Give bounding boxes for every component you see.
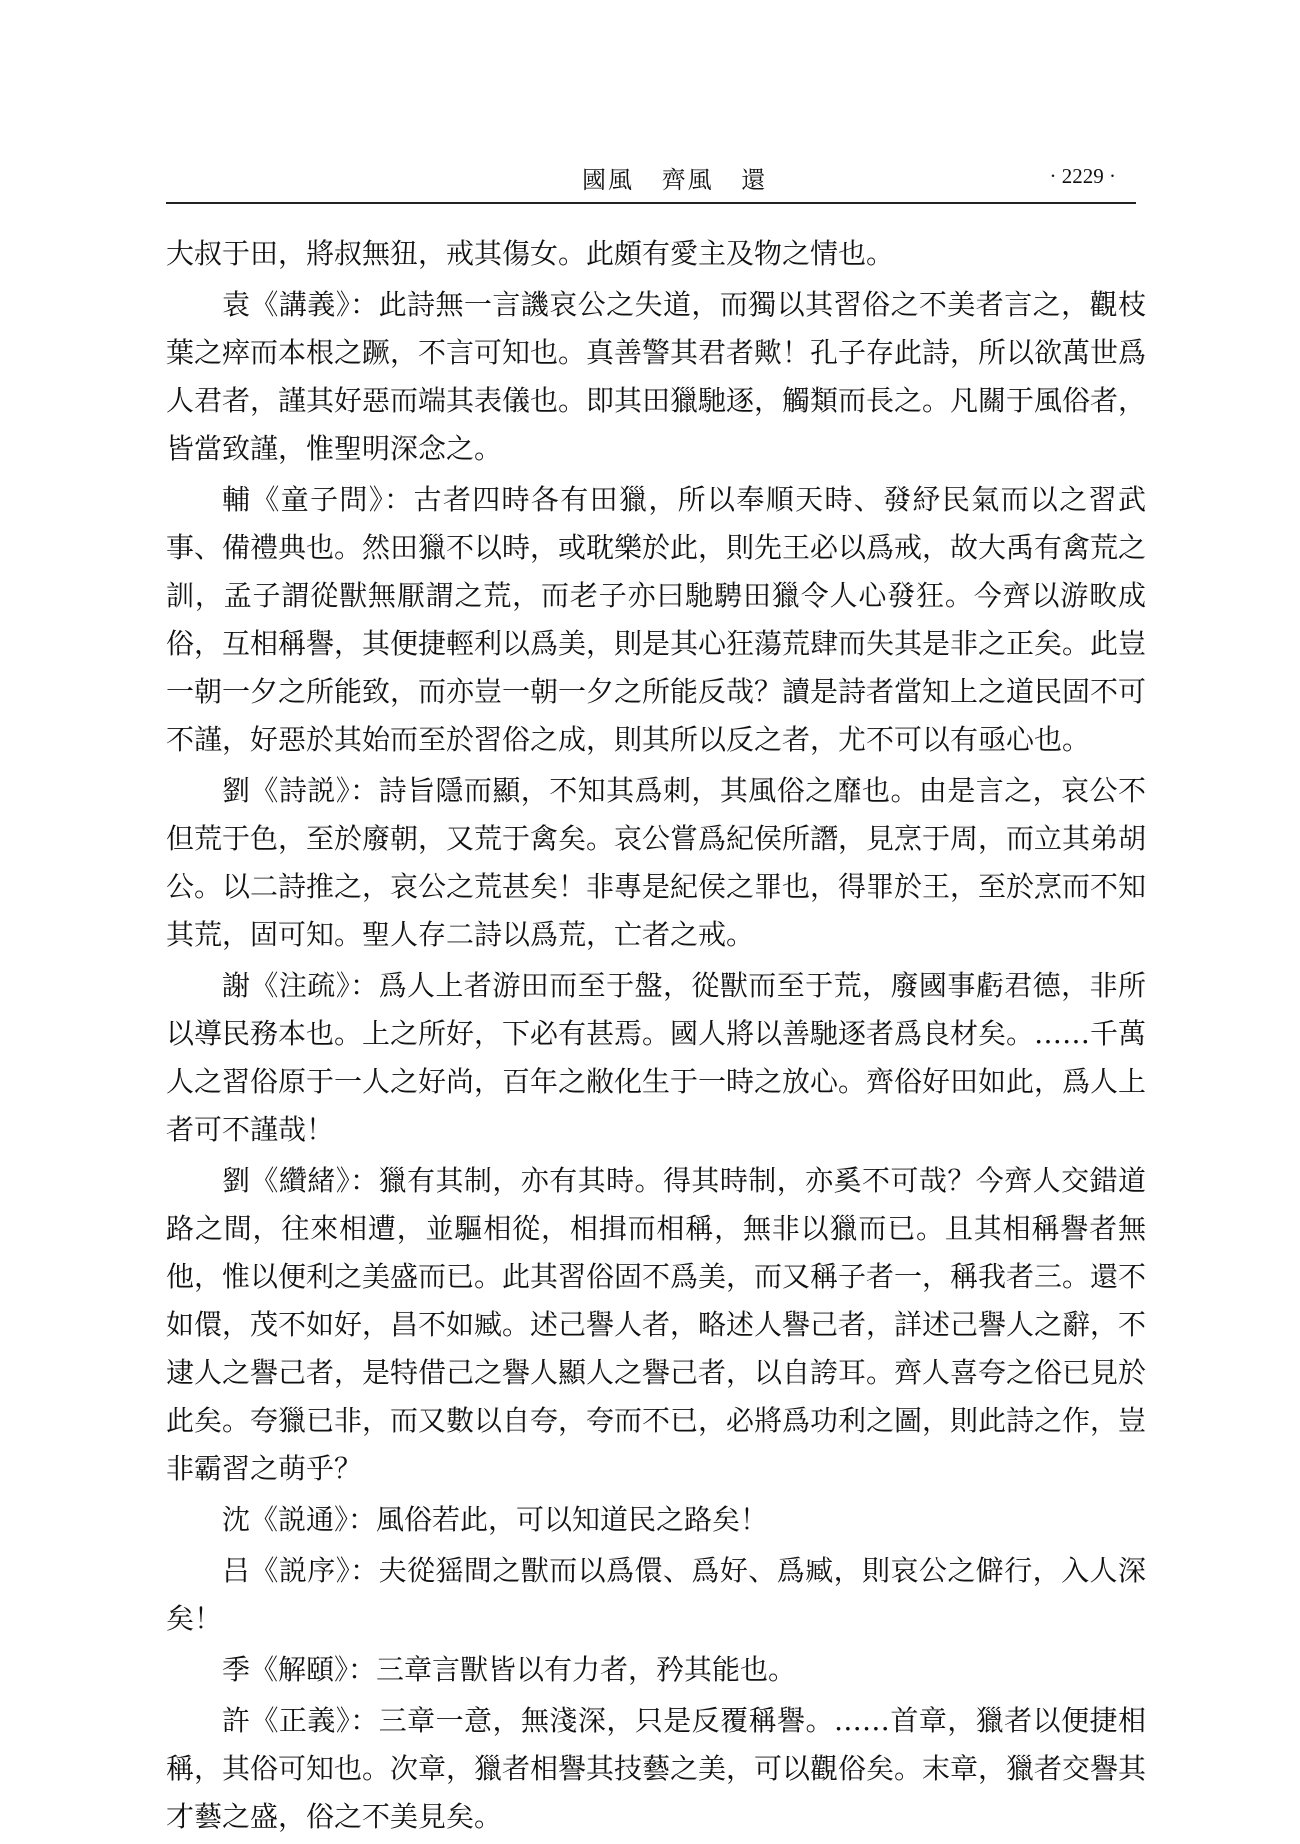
- paragraph-ji-jieyi: 季《解頤》：三章言獸皆以有力者，矜其能也。: [222, 1653, 797, 1686]
- paragraph-yuan-jiangyi: 袁《講義》：此詩無一言譏哀公之失道，而獨以其習俗之不美者言之，觀枝葉之瘁而本根之蹶，不言可知也。真善警其君者歟！孔子存此詩，所以欲萬世爲人君者，謹其好惡而端其表儀也。即其田獵馳逐，觸類而長之。凡關于風俗者，皆當致謹，惟聖明深念之。: [166, 288, 1147, 465]
- page-number: · 2229 ·: [1049, 164, 1116, 188]
- paragraph-liu-shishuo: 劉《詩説》：詩旨隱而顯，不知其爲刺，其風俗之靡也。由是言之，哀公不但荒于色，至於廢朝，又荒于禽矣。哀公嘗爲紀侯所譖，見烹于周，而立其弟胡公。以二詩推之，哀公之荒甚矣！非專是紀侯之罪也，得罪於王，至於烹而不知其荒，固可知。聖人存二詩以爲荒，亡者之戒。: [166, 774, 1147, 951]
- header-rule: [166, 202, 1136, 204]
- body-text: [166, 230, 1146, 1844]
- paragraph-lv-shuoxu: 吕《説序》：夫從猺間之獸而以爲儇、爲好、爲臧，則哀公之僻行，入人深矣！: [166, 1554, 1146, 1635]
- paragraph-shen-shuotong: 沈《説通》：風俗若此，可以知道民之路矣！: [222, 1503, 769, 1536]
- header-section-guofeng: 國風: [582, 166, 634, 194]
- page-header: [166, 160, 1136, 210]
- paragraph-continuation: 大叔于田，將叔無狃，戒其傷女。此頗有愛主及物之情也。: [166, 237, 895, 270]
- running-title: [582, 160, 785, 195]
- paragraph-xie-zhushu: 謝《注疏》：爲人上者游田而至于盤，從獸而至于荒，廢國事虧君德，非所以導民務本也。上之所好，下必有甚焉。國人將以善馳逐者爲良材矣。……千萬人之習俗原于一人之好尚，百年之敝化生于一時之放心。齊俗好田如此，爲人上者可不謹哉！: [166, 969, 1147, 1146]
- paragraph-fu-tongziwen: 輔《童子問》：古者四時各有田獵，所以奉順天時、發紓民氣而以之習武事、備禮典也。然田獵不以時，或耽樂於此，則先王必以爲戒，故大禹有禽荒之訓，孟子謂從獸無厭謂之荒，而老子亦曰馳騁田獵令人心發狂。今齊以游畋成俗，互相稱譽，其便捷輕利以爲美，則是其心狂蕩荒肆而失其是非之正矣。此豈一朝一夕之所能致，而亦豈一朝一夕之所能反哉？讀是詩者當知上之道民固不可不謹，好惡於其始而至於習俗之成，則其所以反之者，尤不可以有亟心也。: [166, 483, 1147, 756]
- paragraph-xu-zhengyi: 許《正義》：三章一意，無淺深，只是反覆稱譽。……首章，獵者以便捷相稱，其俗可知也。次章，獵者相譽其技藝之美，可以觀俗矣。末章，獵者交譽其才藝之盛，俗之不美見矣。: [166, 1704, 1147, 1833]
- header-section-huan: 還: [741, 166, 768, 194]
- paragraph-liu-zuanxu: 劉《纘緒》：獵有其制，亦有其時。得其時制，亦奚不可哉？今齊人交錯道路之間，往來相遭，並驅相從，相揖而相稱，無非以獵而已。且其相稱譽者無他，惟以便利之美盛而已。此其習俗固不爲美，而又稱子者一，稱我者三。還不如儇，茂不如好，昌不如臧。述己譽人者，略述人譽己者，詳述己譽人之辭，不逮人之譽己者，是特借己之譽人顯人之譽己者，以自誇耳。齊人喜夸之俗已見於此矣。夸獵已非，而又數以自夸，夸而不已，必將爲功利之圖，則此詩之作，豈非霸習之萌乎？: [166, 1164, 1147, 1485]
- header-section-qifeng: 齊風: [661, 166, 714, 194]
